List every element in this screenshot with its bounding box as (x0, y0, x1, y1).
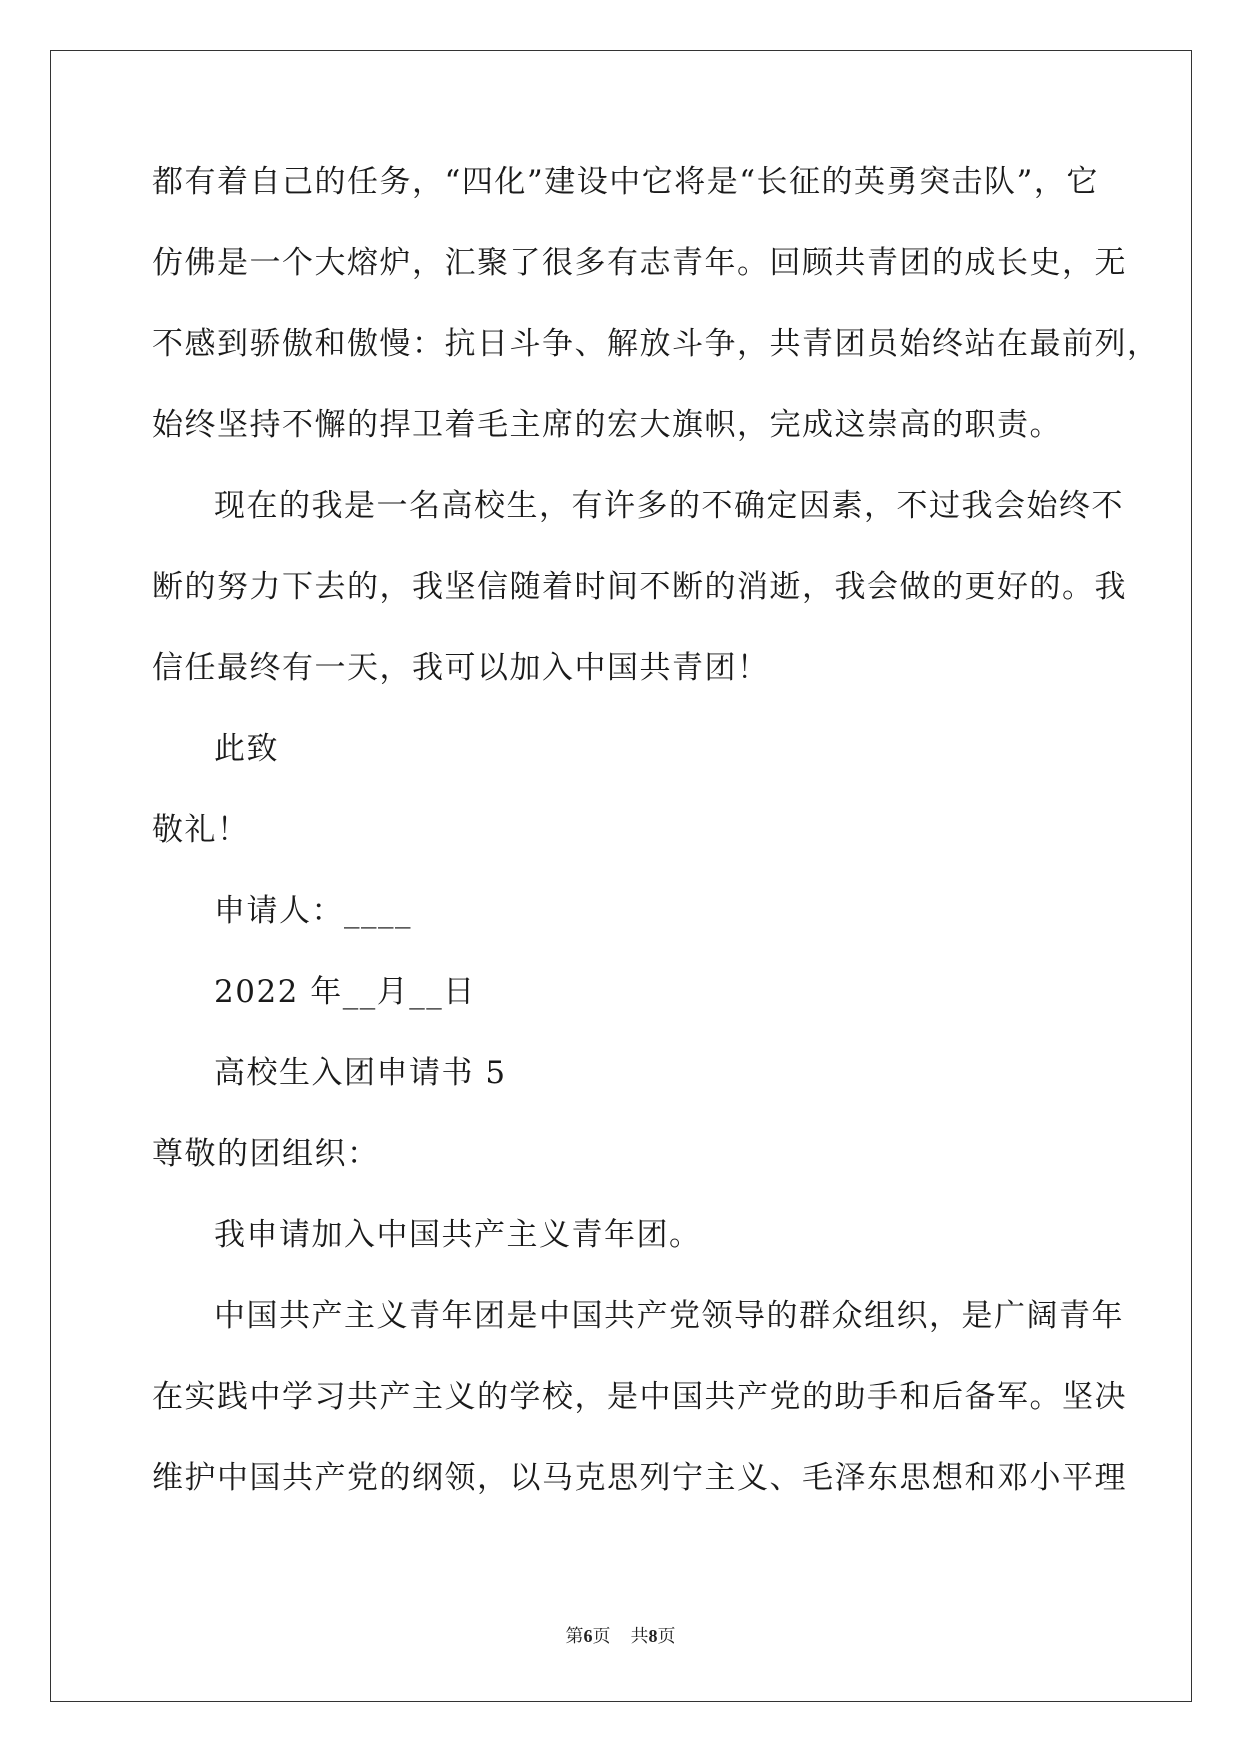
paragraph-start-line: 现在的我是一名高校生，有许多的不确定因素，不过我会始终不 (214, 488, 1124, 524)
total-page-count: 8 (648, 1626, 658, 1646)
text-line: 都有着自己的任务，“四化”建设中它将是“长征的英勇突击队”，它 (152, 164, 1099, 200)
total-prefix: 共 (630, 1626, 649, 1646)
applicant-signature-line: 申请人：____ (214, 893, 412, 929)
total-suffix: 页 (657, 1626, 676, 1646)
letter-greeting: 尊敬的团组织： (152, 1136, 380, 1172)
text-line: 维护中国共产党的纲领，以马克思列宁主义、毛泽东思想和邓小平理 (152, 1460, 1127, 1496)
text-line: 始终坚持不懈的捍卫着毛主席的宏大旗帜，完成这崇高的职责。 (152, 407, 1062, 443)
text-line: 在实践中学习共产主义的学校，是中国共产党的助手和后备军。坚决 (152, 1379, 1127, 1415)
paragraph-start-line: 我申请加入中国共产主义青年团。 (214, 1217, 702, 1253)
closing-regards: 敬礼！ (152, 812, 250, 848)
document-body (152, 160, 1160, 1537)
section-heading: 高校生入团申请书 5 (214, 1055, 507, 1091)
text-line: 断的努力下去的，我坚信随着时间不断的消逝，我会做的更好的。我 (152, 569, 1127, 605)
page-suffix: 页 (592, 1626, 611, 1646)
page-footer (0, 1622, 1241, 1648)
paragraph-start-line: 中国共产主义青年团是中国共产党领导的群众组织，是广阔青年 (214, 1298, 1124, 1334)
closing-salutation: 此致 (214, 731, 279, 767)
date-line: 2022 年__月__日 (214, 974, 476, 1010)
current-page-number: 6 (583, 1626, 593, 1646)
text-line: 不感到骄傲和傲慢：抗日斗争、解放斗争，共青团员始终站在最前列， (152, 326, 1160, 362)
page-prefix: 第 (565, 1626, 584, 1646)
text-line: 信任最终有一天，我可以加入中国共青团！ (152, 650, 770, 686)
text-line: 仿佛是一个大熔炉，汇聚了很多有志青年。回顾共青团的成长史，无 (152, 245, 1127, 281)
